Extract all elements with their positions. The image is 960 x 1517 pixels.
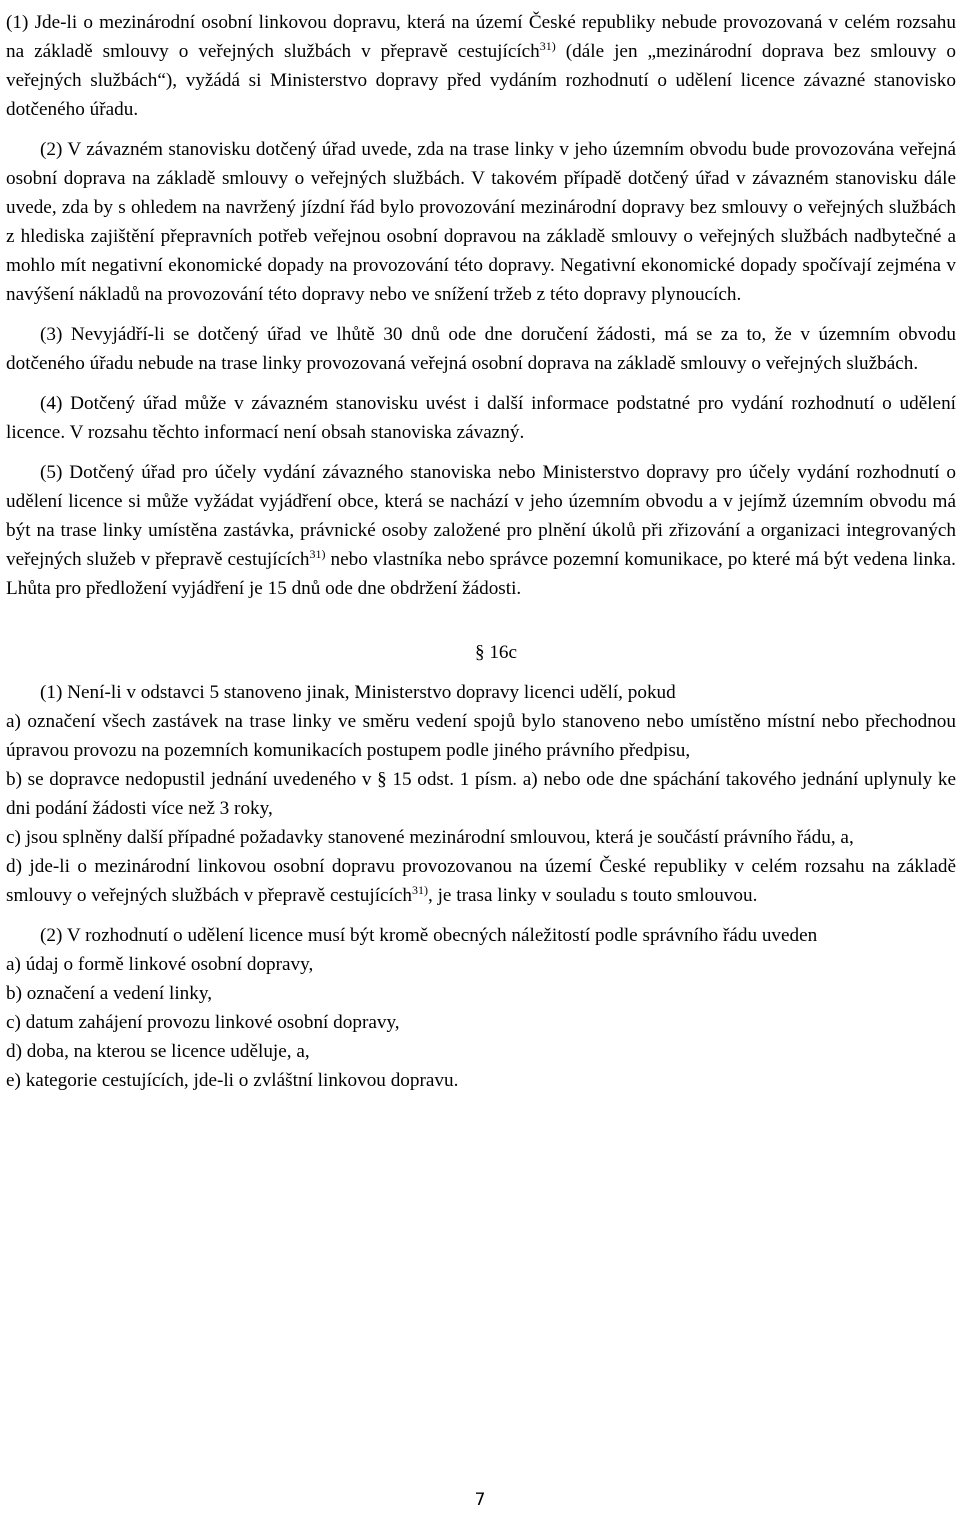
paragraph-4: (4) Dotčený úřad může v závazném stanovisku uvést i další informace podstatné pro vydání rozhodnutí o udělení licence. V rozsahu těchto informací není obsah stanoviska závazný. (6, 393, 956, 443)
section-2-item-e: e) kategorie cestujících, jde-li o zvláštní linkovou dopravu. (6, 1070, 459, 1091)
section-1-item-d (6, 852, 956, 910)
section-1-item-d-text-a: d) jde-li o mezinárodní linkovou osobní dopravu provozovanou na území České republiky v celém rozsahu na základě smlouvy o veřejných službách v přepravě cestujících (6, 856, 956, 906)
section-2-item-b: b) označení a vedení linky, (6, 983, 213, 1004)
footnote-ref: 31) (539, 39, 556, 53)
paragraph-5-text-a: (5) Dotčený úřad pro účely vydání závazného stanoviska nebo Ministerstvo dopravy pro účely vydání rozhodnutí o udělení licence si může vyžádat vyjádření obce, která se nachází v jeho územním obvodu a v jejímž územním obvodu má být na trase linky umístěna zastávka, právnické osoby založené pro plnění úkolů při zřizování a organizaci integrovaných veřejných služeb v přepravě cestujících (6, 462, 956, 570)
section-2-item-c: c) datum zahájení provozu linkové osobní dopravy, (6, 1012, 400, 1033)
section-2-item-d: d) doba, na kterou se licence uděluje, a, (6, 1041, 310, 1062)
section-1-item-b: b) se dopravce nedopustil jednání uvedeného v § 15 odst. 1 písm. a) nebo ode dne spáchání takového jednání uplynuly ke dni podání žádosti více než 3 roky, (6, 769, 956, 819)
paragraph-2: (2) V závazném stanovisku dotčený úřad uvede, zda na trase linky v jeho územním obvodu bude provozována veřejná osobní doprava na základě smlouvy o veřejných službách. V takovém případě dotčený úřad v závazném stanovisku dále uvede, zda by s ohledem na navržený jízdní řád bylo provozování mezinárodní dopravy bez smlouvy o veřejných službách z hlediska zajištění přepravních potřeb veřejnou osobní dopravou na základě smlouvy o veřejných službách nadbytečné a mohlo mít negativní ekonomické dopady na provozování této dopravy. Negativní ekonomické dopady spočívají zejména v navýšení nákladů na provozování této dopravy nebo ve snížení tržeb z této dopravy plynoucích. (6, 139, 956, 305)
footnote-ref: 31) (412, 883, 428, 897)
document-page (6, 0, 956, 1095)
paragraph-1-text-b: (dále jen „mezinárodní doprava bez smlouvy o veřejných službách“), vyžádá si Ministerstvo dopravy před vydáním rozhodnutí o udělení licence závazné stanovisko dotčeného úřadu. (6, 41, 956, 120)
section-heading: § 16c (474, 642, 518, 663)
paragraph-5 (6, 458, 956, 603)
paragraph-5-text-b: nebo vlastníka nebo správce pozemní komunikace, po které má být vedena linka. Lhůta pro předložení vyjádření je 15 dnů ode dne obdržení žádosti. (6, 549, 956, 599)
footnote-ref: 31) (309, 547, 326, 561)
section-2-item-a: a) údaj o formě linkové osobní dopravy, (6, 954, 314, 975)
page-number: 7 (474, 1490, 486, 1510)
section-1-intro: (1) Není-li v odstavci 5 stanoveno jinak, Ministerstvo dopravy licenci udělí, pokud (40, 682, 676, 703)
paragraph-1 (6, 8, 956, 124)
section-1-item-a: a) označení všech zastávek na trase linky ve směru vedení spojů bylo stanoveno nebo umístěno místní nebo přechodnou úpravou provozu na pozemních komunikacích postupem podle jiného právního předpisu, (6, 711, 956, 761)
section-1-item-c: c) jsou splněny další případné požadavky stanovené mezinárodní smlouvou, která je součástí právního řádu, a, (6, 827, 854, 848)
paragraph-1-text-a: (1) Jde-li o mezinárodní osobní linkovou dopravu, která na území České republiky nebude provozovaná v celém rozsahu na základě smlouvy o veřejných službách v přepravě cestujících (6, 12, 956, 62)
section-2-intro: (2) V rozhodnutí o udělení licence musí být kromě obecných náležitostí podle správního řádu uveden (40, 925, 818, 946)
section-1-item-d-text-b: , je trasa linky v souladu s touto smlouvou. (428, 885, 758, 906)
paragraph-3: (3) Nevyjádří-li se dotčený úřad ve lhůtě 30 dnů ode dne doručení žádosti, má se za to, že v územním obvodu dotčeného úřadu nebude na trase linky provozovaná veřejná osobní doprava na základě smlouvy o veřejných službách. (6, 324, 956, 374)
